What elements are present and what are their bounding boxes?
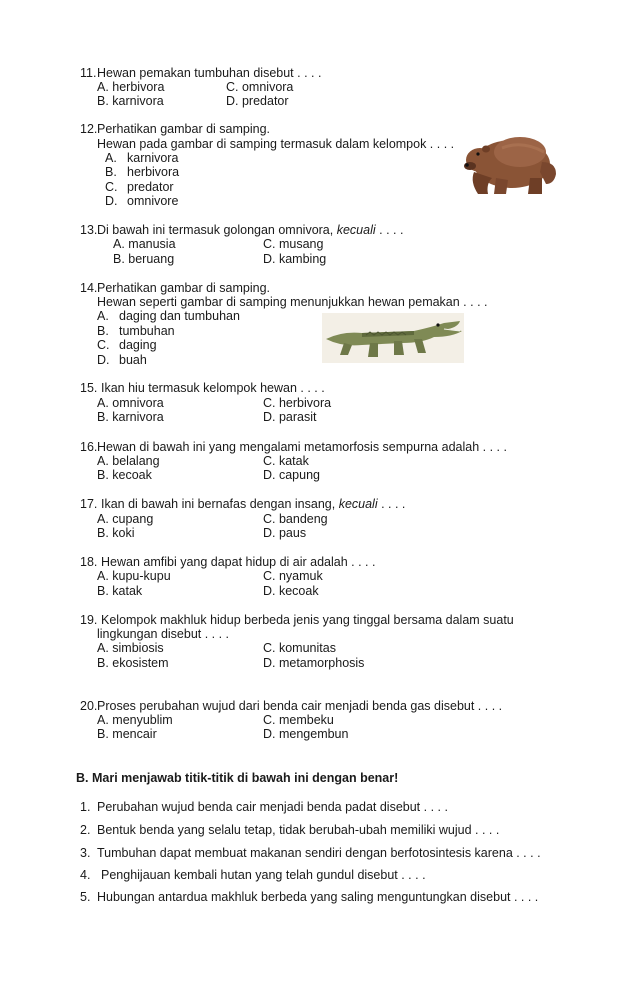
option-a-letter: A. [105, 151, 117, 165]
option-c: C. musang [263, 237, 324, 251]
question-text-main: Ikan di bawah ini bernafas dengan insang, [101, 497, 336, 511]
option-b: B. karnivora [97, 410, 164, 424]
option-d: D. parasit [263, 410, 317, 424]
option-a: A. cupang [97, 512, 154, 526]
option-c: daging [119, 338, 157, 352]
essay-question: Hubungan antardua makhluk berbeda yang saling menguntungkan disebut . . . . [97, 890, 539, 904]
option-b: B. ekosistem [97, 656, 169, 670]
option-c: C. komunitas [263, 641, 336, 655]
question-text-emphasis: kecuali [336, 223, 376, 237]
option-a: A. menyublim [97, 713, 173, 727]
question-text: Proses perubahan wujud dari benda cair menjadi benda gas disebut . . . . [97, 699, 503, 713]
option-c: C. bandeng [263, 512, 328, 526]
option-d-letter: D. [97, 353, 110, 367]
option-b: tumbuhan [119, 324, 175, 338]
option-d: D. mengembun [263, 727, 349, 741]
crocodile-illustration [322, 313, 464, 363]
question-number: 14. [80, 281, 98, 295]
question-text-line1: Kelompok makhluk hidup berbeda jenis yang tinggal bersama dalam suatu [101, 613, 514, 627]
option-a: karnivora [127, 151, 179, 165]
question-number: 12. [80, 122, 98, 136]
option-d-letter: D. [105, 194, 118, 208]
question-text-tail: . . . . [381, 497, 406, 511]
question-number: 17. [80, 497, 98, 511]
question-text-line1: Perhatikan gambar di samping. [97, 281, 271, 295]
question-number: 11. [80, 66, 97, 80]
option-c: C. omnivora [226, 80, 294, 94]
question-number: 15. [80, 381, 98, 395]
question-text [97, 223, 403, 238]
question-text: Hewan amfibi yang dapat hidup di air adalah . . . . [101, 555, 376, 569]
option-d: D. paus [263, 526, 307, 540]
option-b: B. kecoak [97, 468, 152, 482]
option-b: B. karnivora [97, 94, 164, 108]
option-b-letter: B. [105, 165, 117, 179]
question-text-emphasis: kecuali [338, 497, 378, 511]
option-a: A. kupu-kupu [97, 569, 171, 583]
bear-illustration [462, 122, 558, 198]
option-b: B. mencair [97, 727, 157, 741]
option-a: A. belalang [97, 454, 160, 468]
section-b-title: B. Mari menjawab titik-titik di bawah ini dengan benar! [76, 771, 399, 785]
option-b: B. koki [97, 526, 135, 540]
essay-number: 2. [80, 823, 91, 837]
question-text-line2: Hewan pada gambar di samping termasuk dalam kelompok . . . . [97, 137, 455, 151]
essay-question: Penghijauan kembali hutan yang telah gundul disebut . . . . [101, 868, 426, 882]
question-text: Hewan pemakan tumbuhan disebut . . . . [97, 66, 322, 80]
question-text-tail: . . . . [379, 223, 404, 237]
option-a-letter: A. [97, 309, 109, 323]
option-c: C. nyamuk [263, 569, 323, 583]
option-a: daging dan tumbuhan [119, 309, 240, 323]
option-d: D. capung [263, 468, 320, 482]
essay-question: Perubahan wujud benda cair menjadi benda padat disebut . . . . [97, 800, 448, 814]
question-text-main: Di bawah ini termasuk golongan omnivora, [97, 223, 334, 237]
option-d: D. predator [226, 94, 289, 108]
option-b-letter: B. [97, 324, 109, 338]
option-c: C. membeku [263, 713, 334, 727]
question-text [101, 497, 405, 512]
option-c-letter: C. [105, 180, 118, 194]
question-text-line1: Perhatikan gambar di samping. [97, 122, 271, 136]
option-a: A. herbivora [97, 80, 165, 94]
option-c-letter: C. [97, 338, 110, 352]
essay-question: Tumbuhan dapat membuat makanan sendiri dengan berfotosintesis karena . . . . [97, 846, 541, 860]
option-d: buah [119, 353, 147, 367]
essay-number: 5. [80, 890, 91, 904]
option-b: B. beruang [113, 252, 175, 266]
question-text: Ikan hiu termasuk kelompok hewan . . . . [101, 381, 325, 395]
essay-number: 3. [80, 846, 91, 860]
question-text: Hewan di bawah ini yang mengalami metamorfosis sempurna adalah . . . . [97, 440, 507, 454]
option-a: A. manusia [113, 237, 176, 251]
option-a: A. omnivora [97, 396, 164, 410]
option-a: A. simbiosis [97, 641, 164, 655]
essay-question: Bentuk benda yang selalu tetap, tidak berubah-ubah memiliki wujud . . . . [97, 823, 500, 837]
question-number: 18. [80, 555, 98, 569]
question-number: 20. [80, 699, 98, 713]
question-text-line2: Hewan seperti gambar di samping menunjukkan hewan pemakan . . . . [97, 295, 488, 309]
question-number: 16. [80, 440, 98, 454]
question-number: 13. [80, 223, 98, 237]
essay-number: 4. [80, 868, 91, 882]
question-number: 19. [80, 613, 98, 627]
option-c: predator [127, 180, 174, 194]
option-d: D. kambing [263, 252, 327, 266]
option-d: D. kecoak [263, 584, 319, 598]
question-text-line2: lingkungan disebut . . . . [97, 627, 230, 641]
option-d: D. metamorphosis [263, 656, 365, 670]
option-c: C. katak [263, 454, 309, 468]
essay-number: 1. [80, 800, 91, 814]
option-c: C. herbivora [263, 396, 332, 410]
option-b: B. katak [97, 584, 143, 598]
option-b: herbivora [127, 165, 180, 179]
option-d: omnivore [127, 194, 179, 208]
